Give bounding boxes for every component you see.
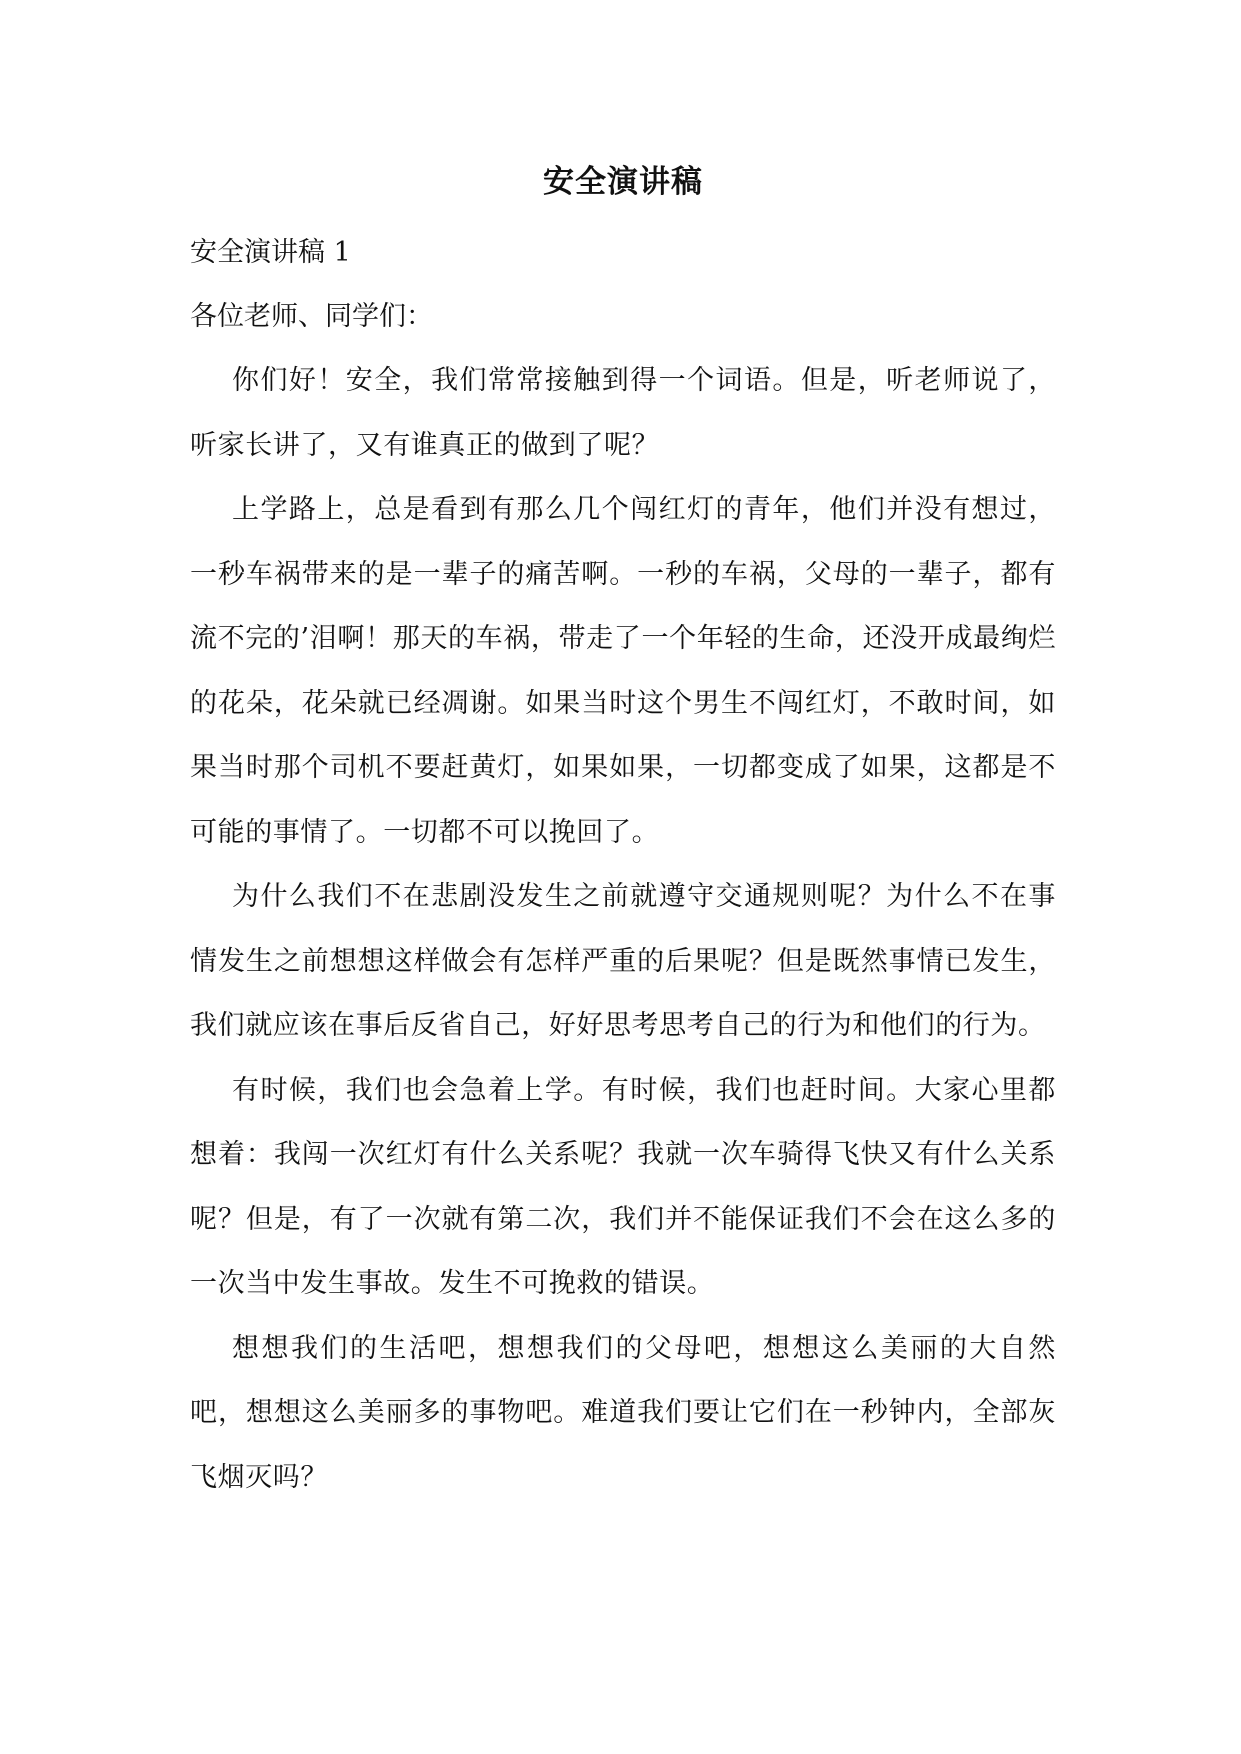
- section-heading: 安全演讲稿 1: [190, 237, 351, 268]
- document-title: 安全演讲稿: [543, 164, 703, 200]
- paragraph-5: 想想我们的生活吧，想想我们的父母吧，想想这么美丽的大自然吧，想想这么美丽多的事物吧。难道我们要让它们在一秒钟内，全部灰飞烟灭吗？: [190, 1332, 1056, 1493]
- paragraph-4: 有时候，我们也会急着上学。有时候，我们也赶时间。大家心里都想着：我闯一次红灯有什么关系呢？我就一次车骑得飞快又有什么关系呢？但是，有了一次就有第二次，我们并不能保证我们不会在这么多的一次当中发生事故。发生不可挽救的错误。: [190, 1074, 1056, 1299]
- salutation: 各位老师、同学们：: [190, 301, 433, 332]
- document-body: [190, 158, 1056, 1510]
- paragraph-3: 为什么我们不在悲剧没发生之前就遵守交通规则呢？为什么不在事情发生之前想想这样做会有怎样严重的后果呢？但是既然事情已发生，我们就应该在事后反省自己，好好思考思考自己的行为和他们的行为。: [190, 881, 1056, 1041]
- paragraph-2: 上学路上，总是看到有那么几个闯红灯的青年，他们并没有想过，一秒车祸带来的是一辈子的痛苦啊。一秒的车祸，父母的一辈子，都有流不完的’泪啊！那天的车祸，带走了一个年轻的生命，还没开成最绚烂的花朵，花朵就已经凋谢。如果当时这个男生不闯红灯，不敢时间，如果当时那个司机不要赶黄灯，如果如果，一切都变成了如果，这都是不可能的事情了。一切都不可以挽回了。: [190, 494, 1056, 848]
- paragraph-1: 你们好！安全，我们常常接触到得一个词语。但是，听老师说了，听家长讲了，又有谁真正的做到了呢？: [190, 365, 1056, 461]
